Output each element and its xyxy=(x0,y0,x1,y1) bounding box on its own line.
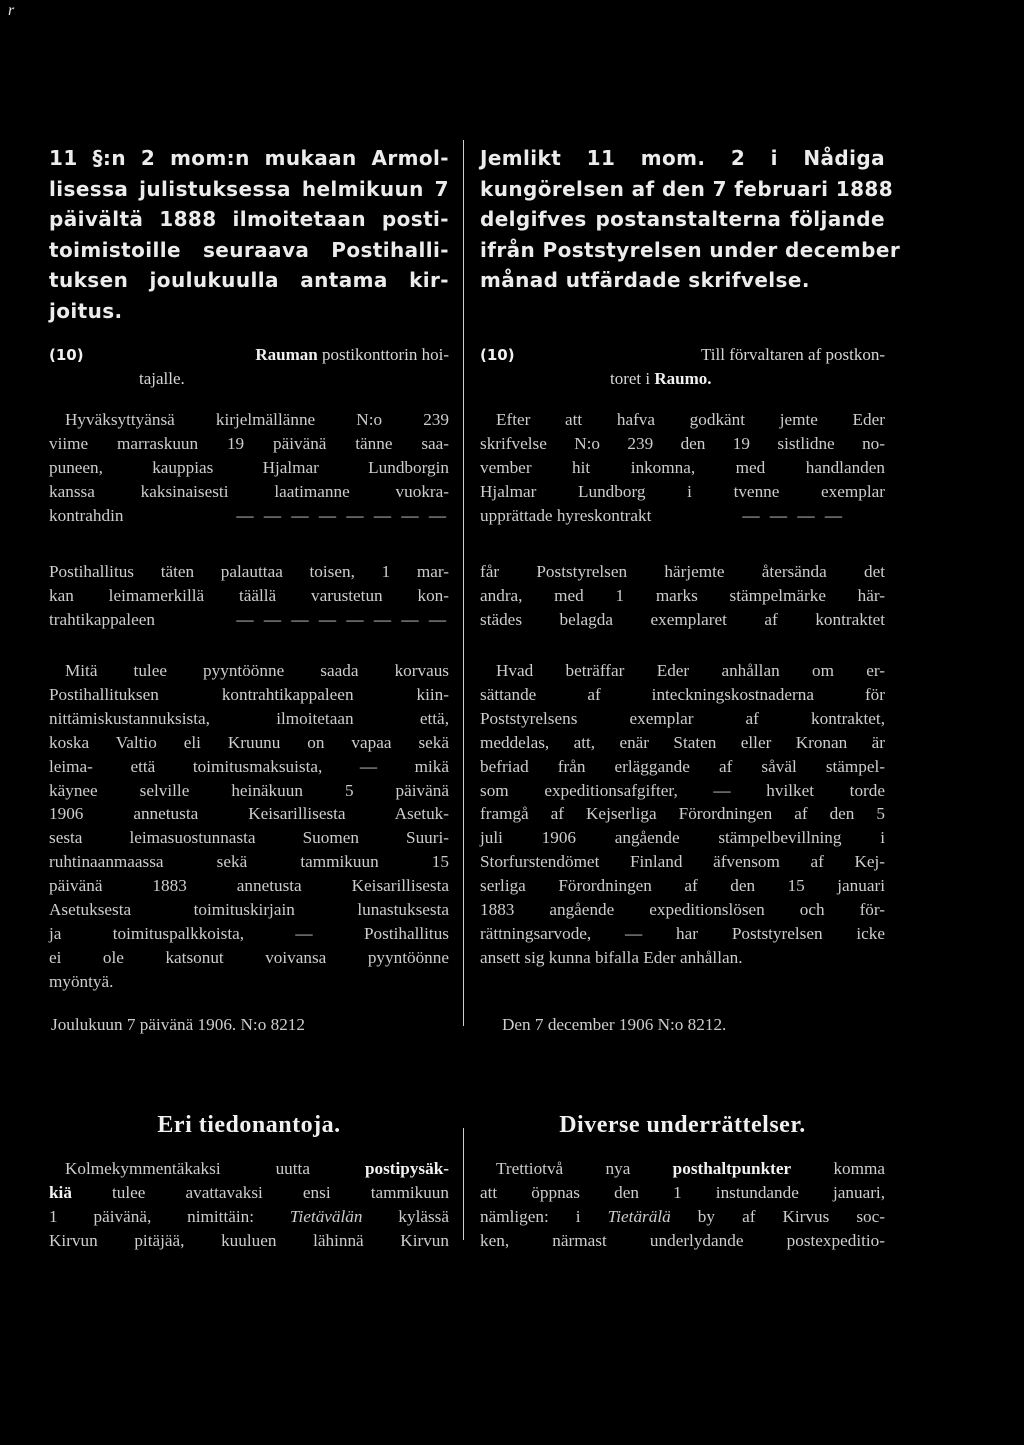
addressee-name: Rauman xyxy=(255,345,318,364)
dash-leader: — — — — xyxy=(742,505,845,525)
swedish-addressee xyxy=(480,343,885,391)
text-line: ruhtinaanmaassa sekä tammikuun 15 xyxy=(49,852,449,872)
text-line: rättningsarvode, — har Poststyrelsen icke xyxy=(480,923,885,943)
dash-leader: — — — — — — — — xyxy=(236,505,449,525)
text-line: Postihallitus täten palauttaa toisen, 1 mar- xyxy=(49,562,449,581)
term-bold: posthaltpunkter xyxy=(672,1159,792,1178)
text-line: ansett sig kunna bifalla Eder anhållan. xyxy=(480,947,743,967)
text-line xyxy=(49,1181,449,1205)
text-line: städes belagda exemplaret af kontraktet xyxy=(480,609,885,629)
swedish-section-title: Diverse underrättelser. xyxy=(559,1112,806,1138)
text-line: Poststyrelsens exemplar af kontraktet, xyxy=(480,708,885,728)
text-line: puneen, kauppias Hjalmar Lundborgin xyxy=(49,457,449,477)
text-line xyxy=(49,1205,449,1229)
finnish-section-title: Eri tiedonantoja. xyxy=(157,1112,341,1138)
heading-line: ifrån Poststyrelsen under december xyxy=(480,237,901,262)
text-line: 1906 annetusta Keisarillisesta Asetuk- xyxy=(49,804,449,824)
text-line xyxy=(480,1157,885,1181)
term-bold: kiä xyxy=(49,1182,72,1202)
text-line: ken, närmast underlydande postexpeditio- xyxy=(480,1230,885,1250)
text-fragment: trahtikappaleen xyxy=(49,609,155,629)
letter-number: (10) xyxy=(49,346,84,364)
text-line: Efter att hafva godkänt jemte Eder xyxy=(496,410,885,429)
text-line: myöntyä. xyxy=(49,971,114,991)
text-line: befriad från erläggande af såväl stämpel- xyxy=(480,756,885,776)
text-line xyxy=(49,1157,449,1181)
text-fragment: upprättade hyreskontrakt xyxy=(480,505,652,525)
swedish-paragraph-3 xyxy=(480,659,885,970)
text-line: kanssa kaksinaisesti laatimanne vuokra- xyxy=(49,481,449,501)
column-divider-top xyxy=(463,140,464,1026)
swedish-signature: Den 7 december 1906 N:o 8212. xyxy=(502,1015,727,1034)
text-line: viime marraskuun 19 päivänä tänne saa- xyxy=(49,433,449,453)
addressee-text: postikonttorin hoi- xyxy=(321,345,449,364)
heading-line: joitus. xyxy=(49,298,123,323)
heading-line: Jemlikt 11 mom. 2 i Nådiga xyxy=(480,146,885,170)
text-fragment: kylässä xyxy=(362,1206,449,1226)
term-bold: postipysäk- xyxy=(364,1159,449,1178)
text-line: Storfurstendömet Finland äfvensom af Kej- xyxy=(480,852,885,872)
text-line: juli 1906 angående stämpelbevillning i xyxy=(480,828,885,848)
text-line-with-dashes xyxy=(49,608,449,632)
text-fragment: nämligen: i xyxy=(480,1206,608,1226)
text-line: Mitä tulee pyyntöönne saada korvaus xyxy=(65,661,449,680)
text-line: Hjalmar Lundborg i tvenne exemplar xyxy=(480,481,885,501)
dash-leader: — — — — — — — — xyxy=(236,609,449,629)
text-line: framgå af Kejserliga Förordningen af den 5 xyxy=(480,804,885,824)
finnish-heading xyxy=(49,143,449,327)
swedish-heading xyxy=(480,143,901,296)
letter-number: (10) xyxy=(480,346,515,364)
heading-line: delgifves postanstalterna följande xyxy=(480,207,885,232)
column-divider-bottom xyxy=(463,1128,464,1240)
finnish-addressee xyxy=(49,343,449,391)
text-line: ei ole katsonut voivansa pyyntöönne xyxy=(49,947,449,967)
heading-line: päivältä 1888 ilmoitetaan posti- xyxy=(49,207,449,232)
text-line: får Poststyrelsen härjemte återsända det xyxy=(480,562,885,581)
text-line: vember hit inkomna, med handlanden xyxy=(480,457,885,477)
corner-mark: r xyxy=(8,2,15,19)
text-line-with-dashes xyxy=(49,504,449,528)
text-line: serliga Förordningen af den 15 januari xyxy=(480,876,885,896)
text-line xyxy=(480,1205,885,1229)
finnish-paragraph-1 xyxy=(49,408,449,528)
finnish-notice xyxy=(49,1157,449,1253)
text-line: Kirvun pitäjää, kuuluen lähinnä Kirvun xyxy=(49,1230,449,1250)
text-fragment: by af Kirvus soc- xyxy=(670,1206,885,1226)
finnish-paragraph-3 xyxy=(49,659,449,994)
text-line: sättande af inteckningskostnaderna för xyxy=(480,684,885,704)
heading-line: 11 §:n 2 mom:n mukaan Armol- xyxy=(49,146,449,170)
text-fragment: 1 päivänä, nimittäin: xyxy=(49,1206,290,1226)
addressee-line2 xyxy=(480,367,885,391)
text-line: Hyväksyttyänsä kirjelmällänne N:o 239 xyxy=(65,410,449,429)
addressee-line2: tajalle. xyxy=(139,369,185,388)
text-line: Hvad beträffar Eder anhållan om er- xyxy=(496,661,885,680)
text-fragment: kontrahdin xyxy=(49,505,124,525)
text-line: meddelas, att, enär Staten eller Kronan är xyxy=(480,732,885,752)
text-line: Postihallituksen kontrahtikappaleen kiin- xyxy=(49,684,449,704)
text-fragment: toret i xyxy=(610,369,655,388)
text-line: Asetuksesta toimituskirjain lunastuksesta xyxy=(49,900,449,920)
text-line: kan leimamerkillä täällä varustetun kon- xyxy=(49,585,449,605)
swedish-notice xyxy=(480,1157,885,1253)
text-fragment: tulee avattavaksi ensi tammikuun xyxy=(71,1182,449,1202)
text-line: sesta leimasuostunnasta Suomen Suuri- xyxy=(49,828,449,848)
text-line: att öppnas den 1 instundande januari, xyxy=(480,1182,885,1202)
text-line: skrifvelse N:o 239 den 19 sistlidne no- xyxy=(480,433,885,453)
text-line: leima- että toimitusmaksuista, — mikä xyxy=(49,756,449,776)
text-line: andra, med 1 marks stämpelmärke här- xyxy=(480,585,885,605)
addressee-text: Till förvaltaren af postkon- xyxy=(701,345,885,364)
text-line: ja toimituspalkkoista, — Postihallitus xyxy=(49,923,449,943)
heading-line: toimistoille seuraava Postihalli- xyxy=(49,237,449,262)
heading-line: månad utfärdade skrifvelse. xyxy=(480,268,810,293)
place-name: Tietärälä xyxy=(607,1206,671,1226)
heading-line: lisessa julistuksessa helmikuun 7 xyxy=(49,176,449,201)
text-fragment: Kolmekymmentäkaksi uutta xyxy=(65,1159,365,1178)
swedish-paragraph-1 xyxy=(480,408,885,528)
text-line: päivänä 1883 annetusta Keisarillisesta xyxy=(49,876,449,896)
text-line: som expeditionsafgifter, — hvilket torde xyxy=(480,780,885,800)
text-line: käynee selville heinäkuun 5 päivänä xyxy=(49,780,449,800)
place-name: Tietävälän xyxy=(289,1206,363,1226)
text-line: koska Valtio eli Kruunu on vapaa sekä xyxy=(49,732,449,752)
swedish-paragraph-2 xyxy=(480,560,885,632)
text-fragment: komma xyxy=(791,1159,886,1178)
text-line-with-dashes xyxy=(480,504,885,528)
text-fragment: Trettiotvå nya xyxy=(496,1159,673,1178)
text-line: 1883 angående expeditionslösen och för- xyxy=(480,900,885,920)
heading-line: kungörelsen af den 7 februari 1888 xyxy=(480,176,894,201)
heading-line: tuksen joulukuulla antama kir- xyxy=(49,268,449,293)
text-line: nittämiskustannuksista, ilmoitetaan että, xyxy=(49,708,449,728)
addressee-name: Raumo. xyxy=(654,369,712,388)
finnish-signature: Joulukuun 7 päivänä 1906. N:o 8212 xyxy=(51,1015,305,1034)
finnish-paragraph-2 xyxy=(49,560,449,632)
